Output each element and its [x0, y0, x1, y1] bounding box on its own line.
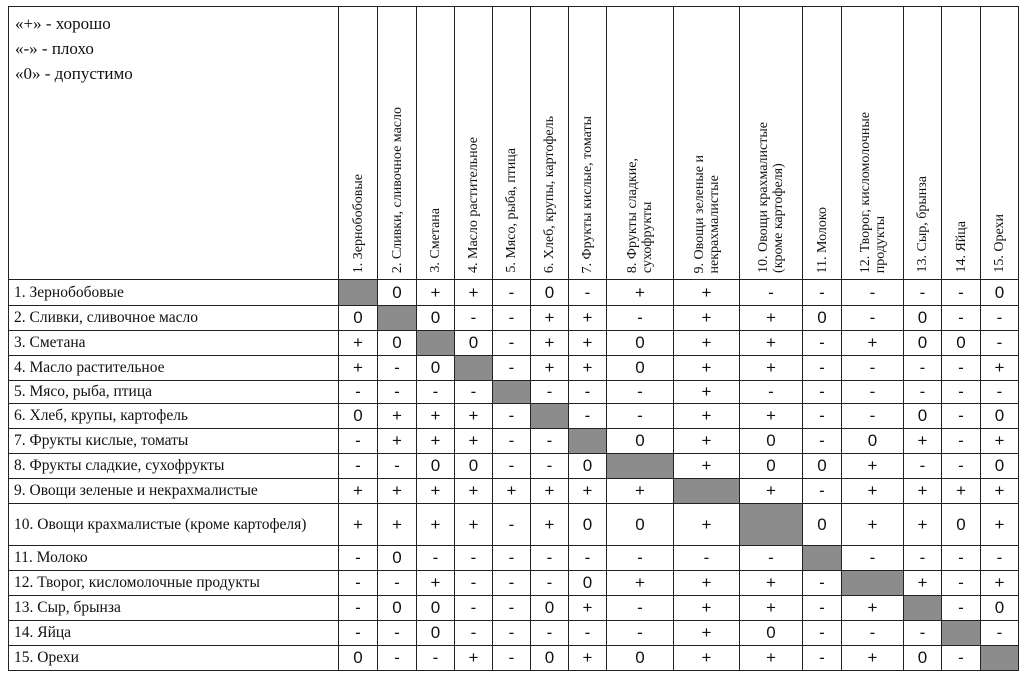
compatibility-cell: + — [740, 331, 803, 356]
compatibility-cell: + — [569, 306, 607, 331]
compatibility-cell: + — [531, 479, 569, 504]
compatibility-cell: 0 — [981, 404, 1019, 429]
row-label: 7. Фрукты кислые, томаты — [9, 429, 339, 454]
compatibility-cell: - — [740, 381, 803, 404]
compatibility-cell: - — [942, 546, 981, 571]
compatibility-cell: + — [455, 280, 493, 306]
compatibility-cell: - — [607, 621, 674, 646]
row-label: 2. Сливки, сливочное масло — [9, 306, 339, 331]
column-header-2 — [378, 7, 417, 280]
table-row — [9, 356, 1019, 381]
compatibility-cell: - — [904, 454, 942, 479]
column-header-label: 14. Яйца — [953, 221, 969, 273]
compatibility-cell: + — [417, 404, 455, 429]
compatibility-cell: + — [607, 479, 674, 504]
column-header-9 — [674, 7, 740, 280]
compatibility-cell: - — [803, 429, 842, 454]
compatibility-cell: - — [493, 356, 531, 381]
compatibility-cell: - — [842, 280, 904, 306]
compatibility-cell: + — [339, 356, 378, 381]
column-header-7 — [569, 7, 607, 280]
compatibility-cell: - — [803, 280, 842, 306]
compatibility-cell: - — [942, 356, 981, 381]
row-label: 14. Яйца — [9, 621, 339, 646]
column-header-label: 13. Сыр, брынза — [915, 176, 930, 273]
compatibility-cell: + — [455, 429, 493, 454]
compatibility-cell: - — [569, 621, 607, 646]
column-header-label: 3. Сметана — [428, 208, 443, 273]
compatibility-cell: 0 — [378, 280, 417, 306]
compatibility-cell: + — [674, 454, 740, 479]
column-header-1 — [339, 7, 378, 280]
compatibility-cell: + — [981, 479, 1019, 504]
compatibility-cell: + — [531, 356, 569, 381]
compatibility-cell: 0 — [942, 331, 981, 356]
diagonal-cell — [842, 571, 904, 596]
compatibility-cell: - — [493, 404, 531, 429]
compatibility-cell: - — [981, 306, 1019, 331]
diagonal-cell — [378, 306, 417, 331]
table-row — [9, 646, 1019, 671]
compatibility-cell: - — [339, 621, 378, 646]
compatibility-cell: - — [493, 596, 531, 621]
compatibility-cell: + — [842, 504, 904, 546]
column-header-15 — [981, 7, 1019, 280]
compatibility-cell: + — [378, 429, 417, 454]
food-compatibility-table — [8, 6, 1019, 671]
diagonal-cell — [803, 546, 842, 571]
compatibility-cell: + — [842, 331, 904, 356]
compatibility-cell: + — [339, 479, 378, 504]
compatibility-cell: - — [455, 596, 493, 621]
compatibility-cell: - — [904, 280, 942, 306]
compatibility-cell: 0 — [740, 454, 803, 479]
compatibility-cell: + — [531, 331, 569, 356]
compatibility-cell: - — [803, 479, 842, 504]
diagonal-cell — [493, 381, 531, 404]
column-header-12 — [842, 7, 904, 280]
compatibility-cell: + — [339, 331, 378, 356]
compatibility-cell: + — [674, 404, 740, 429]
diagonal-cell — [674, 479, 740, 504]
compatibility-cell: - — [942, 596, 981, 621]
compatibility-cell: + — [740, 646, 803, 671]
table-row — [9, 479, 1019, 504]
compatibility-cell: 0 — [981, 280, 1019, 306]
compatibility-cell: 0 — [378, 596, 417, 621]
compatibility-cell: + — [455, 646, 493, 671]
compatibility-cell: - — [842, 356, 904, 381]
compatibility-cell: - — [942, 306, 981, 331]
column-header-label: 1. Зернобобовые — [350, 173, 366, 273]
column-header-label: 15. Орехи — [992, 214, 1007, 273]
compatibility-cell: - — [904, 381, 942, 404]
column-header-8 — [607, 7, 674, 280]
compatibility-cell: + — [378, 479, 417, 504]
compatibility-cell: 0 — [981, 454, 1019, 479]
compatibility-cell: + — [607, 571, 674, 596]
compatibility-cell: - — [942, 381, 981, 404]
compatibility-cell: 0 — [339, 306, 378, 331]
compatibility-cell: - — [942, 646, 981, 671]
compatibility-cell: 0 — [339, 404, 378, 429]
compatibility-cell: - — [942, 429, 981, 454]
compatibility-cell: 0 — [569, 571, 607, 596]
compatibility-cell: + — [674, 356, 740, 381]
compatibility-cell: - — [455, 546, 493, 571]
compatibility-cell: + — [674, 429, 740, 454]
compatibility-cell: - — [981, 546, 1019, 571]
table-row — [9, 404, 1019, 429]
compatibility-cell: 0 — [417, 454, 455, 479]
compatibility-cell: + — [569, 596, 607, 621]
compatibility-cell: - — [803, 356, 842, 381]
compatibility-cell: - — [493, 504, 531, 546]
legend-acceptable: «0» - допустимо — [15, 64, 133, 83]
compatibility-cell: + — [981, 504, 1019, 546]
column-header-10 — [740, 7, 803, 280]
compatibility-cell: + — [740, 571, 803, 596]
header-row — [9, 7, 1019, 280]
table-row — [9, 381, 1019, 404]
compatibility-cell: 0 — [740, 429, 803, 454]
compatibility-cell: 0 — [417, 306, 455, 331]
diagonal-cell — [531, 404, 569, 429]
diagonal-cell — [607, 454, 674, 479]
compatibility-cell: + — [378, 504, 417, 546]
compatibility-cell: - — [493, 621, 531, 646]
compatibility-cell: - — [339, 429, 378, 454]
compatibility-cell: + — [417, 280, 455, 306]
compatibility-cell: - — [842, 404, 904, 429]
compatibility-cell: - — [803, 621, 842, 646]
compatibility-cell: 0 — [607, 646, 674, 671]
column-header-label: 7. Фрукты кислые, томаты — [580, 115, 595, 273]
compatibility-cell: - — [531, 621, 569, 646]
compatibility-cell: - — [904, 621, 942, 646]
row-label: 8. Фрукты сладкие, сухофрукты — [9, 454, 339, 479]
compatibility-cell: - — [607, 596, 674, 621]
column-header-3 — [417, 7, 455, 280]
table-row — [9, 331, 1019, 356]
row-label: 11. Молоко — [9, 546, 339, 571]
compatibility-cell: + — [531, 306, 569, 331]
compatibility-cell: - — [740, 280, 803, 306]
compatibility-cell: - — [493, 546, 531, 571]
column-header-label: 8. Фрукты сладкие, сухофрукты — [625, 157, 655, 273]
compatibility-cell: 0 — [740, 621, 803, 646]
compatibility-table-container — [8, 6, 1019, 671]
compatibility-cell: + — [981, 356, 1019, 381]
diagonal-cell — [417, 331, 455, 356]
compatibility-cell: 0 — [531, 596, 569, 621]
table-row — [9, 280, 1019, 306]
compatibility-cell: + — [569, 356, 607, 381]
compatibility-cell: - — [378, 646, 417, 671]
column-header-11 — [803, 7, 842, 280]
compatibility-cell: - — [493, 571, 531, 596]
compatibility-cell: - — [842, 306, 904, 331]
compatibility-cell: 0 — [842, 429, 904, 454]
row-label: 5. Мясо, рыба, птица — [9, 381, 339, 404]
compatibility-cell: - — [531, 546, 569, 571]
compatibility-cell: + — [417, 571, 455, 596]
column-header-13 — [904, 7, 942, 280]
compatibility-cell: - — [493, 454, 531, 479]
compatibility-cell: + — [569, 646, 607, 671]
compatibility-cell: - — [378, 356, 417, 381]
compatibility-cell: 0 — [904, 331, 942, 356]
diagonal-cell — [942, 621, 981, 646]
compatibility-cell: - — [378, 571, 417, 596]
compatibility-cell: + — [455, 404, 493, 429]
table-row — [9, 621, 1019, 646]
compatibility-cell: - — [378, 454, 417, 479]
compatibility-cell: + — [904, 571, 942, 596]
compatibility-cell: - — [740, 546, 803, 571]
column-header-6 — [531, 7, 569, 280]
compatibility-cell: - — [455, 571, 493, 596]
table-row — [9, 571, 1019, 596]
compatibility-cell: + — [569, 331, 607, 356]
column-header-label: 4. Масло растительное — [466, 137, 481, 273]
compatibility-cell: 0 — [417, 596, 455, 621]
compatibility-cell: - — [455, 621, 493, 646]
compatibility-cell: - — [339, 571, 378, 596]
compatibility-cell: - — [493, 280, 531, 306]
compatibility-cell: - — [417, 546, 455, 571]
compatibility-cell: - — [803, 331, 842, 356]
compatibility-cell: + — [674, 381, 740, 404]
table-row — [9, 429, 1019, 454]
row-label: 1. Зернобобовые — [9, 280, 339, 306]
compatibility-cell: 0 — [904, 404, 942, 429]
compatibility-cell: 0 — [531, 280, 569, 306]
row-label: 9. Овощи зеленые и некрахмалистые — [9, 479, 339, 504]
compatibility-cell: - — [981, 621, 1019, 646]
compatibility-cell: - — [493, 646, 531, 671]
compatibility-cell: - — [455, 381, 493, 404]
row-label: 15. Орехи — [9, 646, 339, 671]
diagonal-cell — [981, 646, 1019, 671]
row-label: 10. Овощи крахмалистые (кроме картофеля) — [9, 504, 339, 546]
compatibility-cell: - — [569, 546, 607, 571]
compatibility-cell: - — [493, 306, 531, 331]
compatibility-cell: 0 — [607, 356, 674, 381]
compatibility-cell: 0 — [455, 331, 493, 356]
compatibility-cell: - — [339, 381, 378, 404]
compatibility-cell: - — [378, 621, 417, 646]
row-label: 13. Сыр, брынза — [9, 596, 339, 621]
compatibility-cell: - — [569, 381, 607, 404]
compatibility-cell: + — [842, 646, 904, 671]
compatibility-cell: + — [981, 429, 1019, 454]
table-row — [9, 546, 1019, 571]
row-label: 4. Масло растительное — [9, 356, 339, 381]
compatibility-cell: - — [493, 331, 531, 356]
column-header-5 — [493, 7, 531, 280]
compatibility-cell: 0 — [607, 331, 674, 356]
table-row — [9, 306, 1019, 331]
column-header-14 — [942, 7, 981, 280]
compatibility-cell: - — [607, 381, 674, 404]
column-header-label: 6. Хлеб, крупы, картофель — [542, 115, 557, 273]
compatibility-cell: 0 — [569, 454, 607, 479]
compatibility-cell: + — [842, 596, 904, 621]
compatibility-cell: + — [740, 404, 803, 429]
compatibility-cell: + — [674, 596, 740, 621]
compatibility-cell: - — [455, 306, 493, 331]
column-header-label: 9. Овощи зеленые и некрахмалистые — [691, 154, 722, 273]
compatibility-cell: - — [531, 429, 569, 454]
compatibility-cell: - — [339, 546, 378, 571]
compatibility-cell: - — [339, 596, 378, 621]
compatibility-cell: + — [455, 479, 493, 504]
compatibility-cell: - — [942, 571, 981, 596]
diagonal-cell — [904, 596, 942, 621]
compatibility-cell: - — [674, 546, 740, 571]
row-label: 12. Творог, кисломолочные продукты — [9, 571, 339, 596]
diagonal-cell — [740, 504, 803, 546]
compatibility-cell: 0 — [417, 621, 455, 646]
compatibility-cell: 0 — [942, 504, 981, 546]
compatibility-cell: + — [904, 504, 942, 546]
column-header-label: 5. Мясо, рыба, птица — [504, 148, 519, 273]
compatibility-cell: - — [531, 454, 569, 479]
compatibility-cell: 0 — [455, 454, 493, 479]
compatibility-cell: 0 — [904, 646, 942, 671]
compatibility-cell: - — [607, 306, 674, 331]
compatibility-cell: + — [740, 306, 803, 331]
compatibility-cell: + — [674, 504, 740, 546]
compatibility-cell: 0 — [607, 429, 674, 454]
legend-good: «+» - хорошо — [15, 14, 111, 33]
compatibility-cell: 0 — [531, 646, 569, 671]
compatibility-cell: + — [339, 504, 378, 546]
compatibility-cell: + — [674, 331, 740, 356]
compatibility-cell: - — [493, 429, 531, 454]
compatibility-cell: 0 — [569, 504, 607, 546]
compatibility-cell: + — [740, 596, 803, 621]
compatibility-cell: 0 — [378, 331, 417, 356]
compatibility-cell: - — [569, 404, 607, 429]
diagonal-cell — [569, 429, 607, 454]
compatibility-cell: + — [981, 571, 1019, 596]
column-header-4 — [455, 7, 493, 280]
compatibility-cell: + — [417, 429, 455, 454]
compatibility-cell: - — [378, 381, 417, 404]
diagonal-cell — [455, 356, 493, 381]
compatibility-cell: + — [417, 479, 455, 504]
compatibility-cell: - — [531, 381, 569, 404]
compatibility-cell: - — [842, 621, 904, 646]
compatibility-cell: - — [607, 546, 674, 571]
compatibility-cell: + — [531, 504, 569, 546]
compatibility-cell: + — [942, 479, 981, 504]
compatibility-cell: + — [842, 479, 904, 504]
compatibility-cell: - — [569, 280, 607, 306]
compatibility-cell: - — [607, 404, 674, 429]
table-row — [9, 454, 1019, 479]
compatibility-cell: + — [674, 306, 740, 331]
column-header-label: 11. Молоко — [814, 206, 830, 273]
compatibility-cell: + — [674, 621, 740, 646]
column-header-label: 10. Овощи крахмалистые (кроме картофеля) — [756, 122, 786, 273]
compatibility-cell: - — [803, 381, 842, 404]
compatibility-cell: - — [803, 404, 842, 429]
compatibility-cell: + — [904, 429, 942, 454]
compatibility-cell: + — [740, 479, 803, 504]
compatibility-cell: 0 — [607, 504, 674, 546]
compatibility-cell: - — [842, 381, 904, 404]
compatibility-cell: + — [674, 646, 740, 671]
compatibility-cell: 0 — [378, 546, 417, 571]
compatibility-cell: 0 — [904, 306, 942, 331]
compatibility-cell: + — [455, 504, 493, 546]
compatibility-cell: + — [674, 571, 740, 596]
compatibility-cell: - — [981, 381, 1019, 404]
compatibility-cell: + — [417, 504, 455, 546]
compatibility-cell: 0 — [803, 306, 842, 331]
compatibility-cell: - — [339, 454, 378, 479]
column-header-label: 12. Творог, кисломолочные продукты — [857, 111, 888, 273]
compatibility-cell: - — [842, 546, 904, 571]
compatibility-cell: + — [607, 280, 674, 306]
compatibility-cell: + — [493, 479, 531, 504]
row-label: 6. Хлеб, крупы, картофель — [9, 404, 339, 429]
table-row — [9, 596, 1019, 621]
compatibility-cell: 0 — [417, 356, 455, 381]
compatibility-cell: - — [417, 646, 455, 671]
compatibility-cell: - — [531, 571, 569, 596]
compatibility-cell: 0 — [803, 454, 842, 479]
compatibility-cell: + — [904, 479, 942, 504]
compatibility-cell: + — [740, 356, 803, 381]
compatibility-cell: + — [674, 280, 740, 306]
compatibility-cell: - — [803, 571, 842, 596]
compatibility-cell: + — [842, 454, 904, 479]
row-label: 3. Сметана — [9, 331, 339, 356]
legend-cell — [9, 7, 339, 280]
diagonal-cell — [339, 280, 378, 306]
compatibility-cell: + — [569, 479, 607, 504]
compatibility-cell: - — [942, 404, 981, 429]
compatibility-cell: - — [942, 454, 981, 479]
compatibility-cell: 0 — [339, 646, 378, 671]
compatibility-cell: + — [378, 404, 417, 429]
compatibility-cell: - — [981, 331, 1019, 356]
legend-bad: «-» - плохо — [15, 39, 94, 58]
compatibility-cell: - — [904, 356, 942, 381]
compatibility-cell: - — [904, 546, 942, 571]
column-header-label: 2. Сливки, сливочное масло — [389, 106, 405, 273]
compatibility-cell: - — [803, 646, 842, 671]
table-row — [9, 504, 1019, 546]
compatibility-cell: - — [942, 280, 981, 306]
compatibility-cell: 0 — [803, 504, 842, 546]
compatibility-cell: - — [803, 596, 842, 621]
compatibility-cell: 0 — [981, 596, 1019, 621]
compatibility-cell: - — [417, 381, 455, 404]
